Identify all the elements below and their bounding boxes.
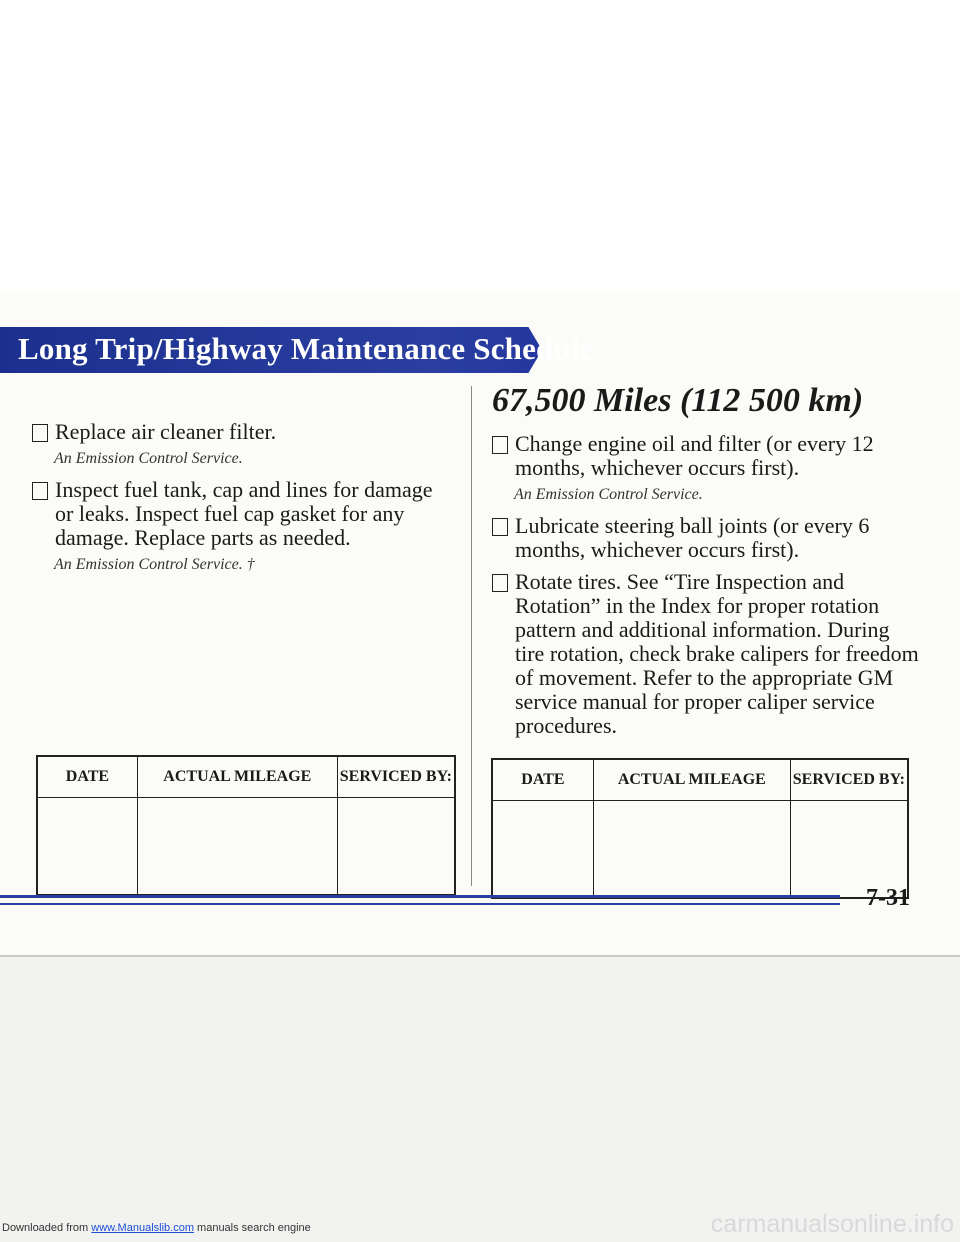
top-margin	[0, 0, 960, 292]
watermark: carmanualsonline.info	[710, 1210, 954, 1238]
date-cell[interactable]	[492, 801, 593, 899]
manualslib-link[interactable]: www.Manualslib.com	[91, 1222, 194, 1234]
mileage-column-header: ACTUAL MILEAGE	[593, 759, 790, 801]
date-cell[interactable]	[37, 798, 137, 896]
checklist-item-text: Rotate tires. See “Tire Inspection and Rotation” in the Index for proper rotation pattern and additional information. During tire rotation, check brake calipers for freedom of movement. Refer to the appropriate GM service manual for proper caliper service procedures.	[515, 569, 919, 738]
checklist-item-text: Replace air cleaner filter.	[55, 419, 277, 444]
serviced-by-cell[interactable]	[790, 801, 908, 899]
bottom-margin	[0, 955, 960, 1242]
page-bottom-edge	[0, 955, 960, 957]
right-column	[490, 382, 920, 738]
page-number: 7-31	[866, 885, 910, 911]
checkbox-icon[interactable]	[32, 424, 48, 442]
download-footer	[2, 1222, 311, 1234]
mileage-heading: 67,500 Miles (112 500 km)	[492, 382, 864, 419]
checklist-item	[30, 420, 455, 444]
emission-note: An Emission Control Service.	[514, 486, 703, 503]
mileage-cell[interactable]	[593, 801, 790, 899]
service-record-table-left	[36, 755, 456, 896]
checkbox-icon[interactable]	[492, 436, 508, 454]
emission-note: An Emission Control Service.	[54, 450, 243, 467]
date-column-header: DATE	[37, 756, 137, 798]
date-column-header: DATE	[492, 759, 593, 801]
checklist-item-text: Lubricate steering ball joints (or every 6 months, whichever occurs first).	[515, 513, 870, 562]
footer-rule-bottom	[0, 903, 840, 905]
serviced-by-cell[interactable]	[337, 798, 455, 896]
footer-suffix: manuals search engine	[193, 1222, 311, 1234]
footer-prefix: Downloaded from	[2, 1222, 92, 1234]
checklist-item	[30, 478, 455, 550]
mileage-column-header: ACTUAL MILEAGE	[137, 756, 337, 798]
checkbox-icon[interactable]	[492, 574, 508, 592]
checkbox-icon[interactable]	[32, 482, 48, 500]
checklist-item-text: Change engine oil and filter (or every 12 months, whichever occurs first).	[515, 431, 874, 480]
checklist-item	[490, 432, 920, 480]
checklist-item	[490, 570, 920, 738]
column-divider	[471, 386, 472, 886]
checkbox-icon[interactable]	[492, 518, 508, 536]
section-header-title: Long Trip/Highway Maintenance Schedule	[18, 331, 594, 366]
checklist-item	[490, 514, 920, 562]
service-record-table-right	[491, 758, 909, 899]
serviced-by-column-header: SERVICED BY:	[337, 756, 455, 798]
checklist-item-text: Inspect fuel tank, cap and lines for damage or leaks. Inspect fuel cap gasket for any damage. Replace parts as needed.	[55, 477, 433, 550]
mileage-cell[interactable]	[137, 798, 337, 896]
footer-rule-top	[0, 895, 840, 898]
emission-note: An Emission Control Service. †	[54, 556, 255, 573]
left-column	[30, 420, 455, 584]
serviced-by-column-header: SERVICED BY:	[790, 759, 908, 801]
